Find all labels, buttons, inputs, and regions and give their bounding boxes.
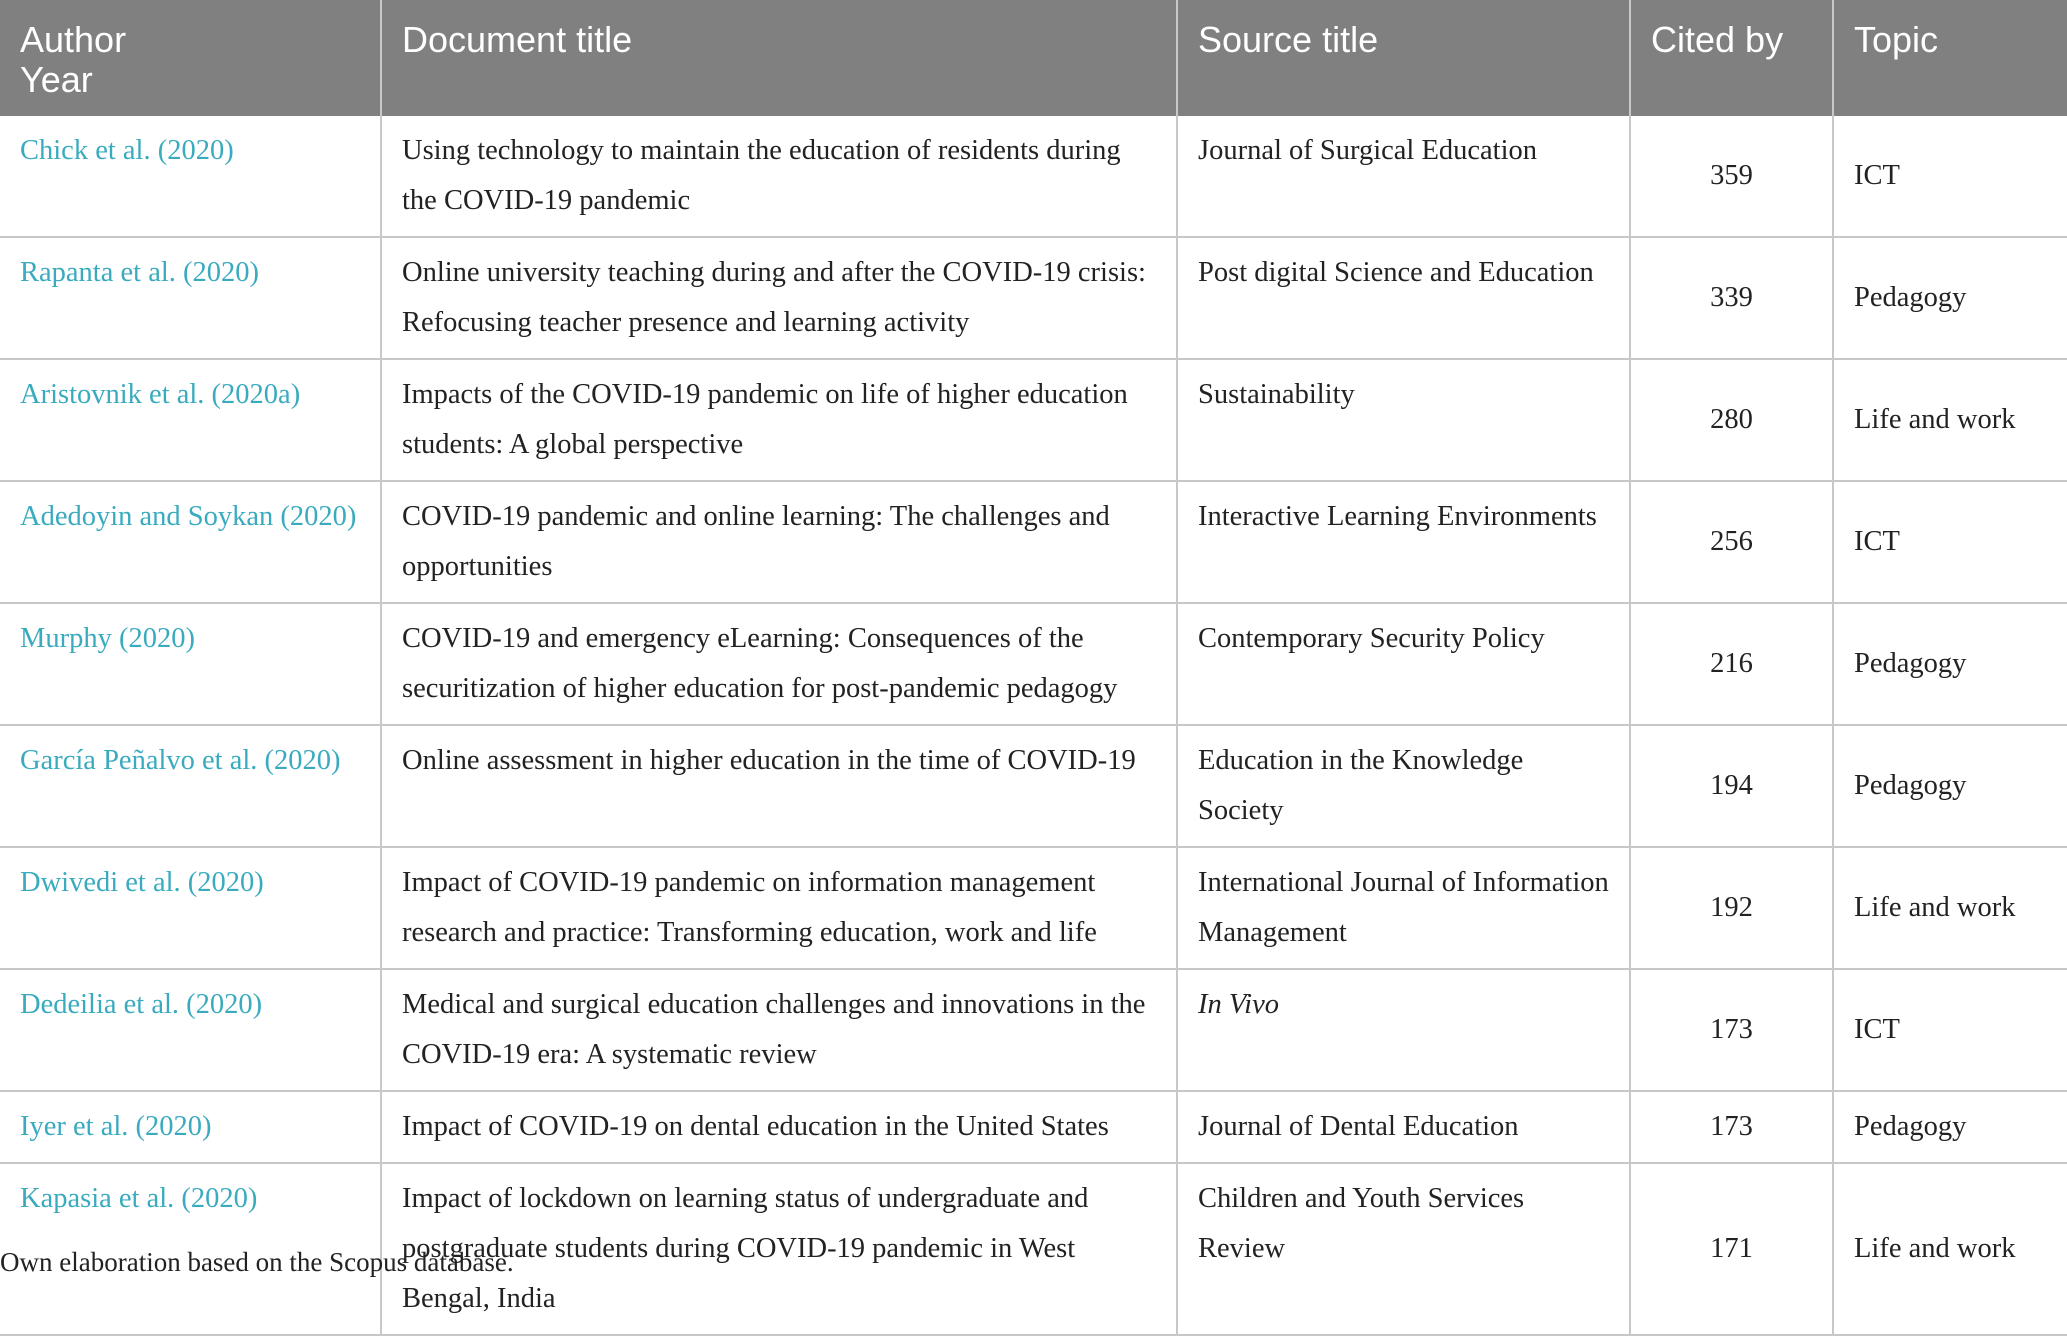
header-source-title: Source title [1177, 0, 1630, 116]
document-title: COVID-19 and emergency eLearning: Consequences of the securitization of higher education for post-pandemic pedagogy [381, 603, 1177, 725]
source-title: Interactive Learning Environments [1177, 481, 1630, 603]
author-link[interactable]: Dedeilia et al. (2020) [0, 969, 381, 1091]
topic: Life and work [1833, 1163, 2067, 1335]
source-title: In Vivo [1177, 969, 1630, 1091]
source-title: Contemporary Security Policy [1177, 603, 1630, 725]
cited-count: 192 [1630, 847, 1833, 969]
document-title: Medical and surgical education challenges and innovations in the COVID-19 era: A systematic review [381, 969, 1177, 1091]
source-title: Journal of Dental Education [1177, 1091, 1630, 1163]
topic: Life and work [1833, 847, 2067, 969]
document-title: Impacts of the COVID-19 pandemic on life of higher education students: A global perspective [381, 359, 1177, 481]
document-title: COVID-19 pandemic and online learning: The challenges and opportunities [381, 481, 1177, 603]
table-row [0, 359, 2067, 481]
cited-count: 359 [1630, 116, 1833, 237]
author-link[interactable]: Dwivedi et al. (2020) [0, 847, 381, 969]
document-title: Impact of COVID-19 on dental education in the United States [381, 1091, 1177, 1163]
author-link[interactable]: Kapasia et al. (2020) [0, 1163, 381, 1335]
header-topic: Topic [1833, 0, 2067, 116]
table-footnote: Own elaboration based on the Scopus database. [0, 1247, 514, 1277]
topic: ICT [1833, 481, 2067, 603]
table-row [0, 481, 2067, 603]
document-title: Online assessment in higher education in the time of COVID-19 [381, 725, 1177, 847]
source-title: Children and Youth Services Review [1177, 1163, 1630, 1335]
table-row [0, 116, 2067, 237]
source-title: Sustainability [1177, 359, 1630, 481]
topic: Pedagogy [1833, 725, 2067, 847]
topic: ICT [1833, 969, 2067, 1091]
document-title: Impact of COVID-19 pandemic on information management research and practice: Transforming education, work and life [381, 847, 1177, 969]
author-link[interactable]: Aristovnik et al. (2020a) [0, 359, 381, 481]
cited-count: 194 [1630, 725, 1833, 847]
cited-count: 173 [1630, 1091, 1833, 1163]
cited-count: 173 [1630, 969, 1833, 1091]
header-row [0, 0, 2067, 116]
topic: ICT [1833, 116, 2067, 237]
table-row [0, 725, 2067, 847]
author-link[interactable]: Adedoyin and Soykan (2020) [0, 481, 381, 603]
source-title: Post digital Science and Education [1177, 237, 1630, 359]
table-row [0, 847, 2067, 969]
table-row [0, 237, 2067, 359]
cited-count: 171 [1630, 1163, 1833, 1335]
cited-count: 256 [1630, 481, 1833, 603]
topic: Pedagogy [1833, 603, 2067, 725]
header-document-title: Document title [381, 0, 1177, 116]
source-title: Journal of Surgical Education [1177, 116, 1630, 237]
author-link[interactable]: Iyer et al. (2020) [0, 1091, 381, 1163]
table-row [0, 969, 2067, 1091]
author-link[interactable]: Chick et al. (2020) [0, 116, 381, 237]
header-author: Author [20, 19, 127, 60]
topic: Life and work [1833, 359, 2067, 481]
cited-count: 280 [1630, 359, 1833, 481]
author-link[interactable]: Rapanta et al. (2020) [0, 237, 381, 359]
author-link[interactable]: García Peñalvo et al. (2020) [0, 725, 381, 847]
header-cited-by: Cited by [1630, 0, 1833, 116]
header-year: Year [20, 59, 93, 100]
header-author-year [0, 0, 381, 116]
table-row [0, 603, 2067, 725]
source-title: Education in the Knowledge Society [1177, 725, 1630, 847]
document-title: Impact of lockdown on learning status of undergraduate and postgraduate students during COVID-19 pandemic in West Bengal, India [381, 1163, 1177, 1335]
cited-count: 216 [1630, 603, 1833, 725]
author-link[interactable]: Murphy (2020) [0, 603, 381, 725]
table-row [0, 1091, 2067, 1163]
topic: Pedagogy [1833, 237, 2067, 359]
cited-count: 339 [1630, 237, 1833, 359]
source-title: International Journal of Information Management [1177, 847, 1630, 969]
document-title: Online university teaching during and after the COVID-19 crisis: Refocusing teacher presence and learning activity [381, 237, 1177, 359]
topic: Pedagogy [1833, 1091, 2067, 1163]
document-title: Using technology to maintain the education of residents during the COVID-19 pandemic [381, 116, 1177, 237]
